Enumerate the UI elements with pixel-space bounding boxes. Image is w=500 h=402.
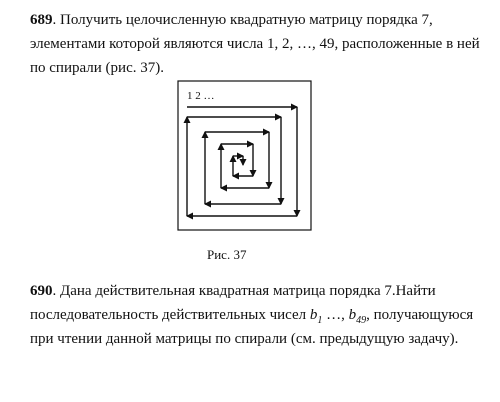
problem-690-text-2a: последовательность действительных чисел (30, 307, 310, 323)
problem-690-line-2 (30, 303, 482, 327)
b49-base: b (348, 307, 357, 323)
problem-690-text-1: . Дана действительная квадратная матрица порядка 7.Найти (52, 283, 436, 299)
problem-689-line-1 (30, 8, 482, 32)
problem-number-690: 690 (30, 283, 53, 299)
problem-690-line-3: при чтении данной матрицы по спирали (см. предыдущую задачу). (30, 331, 459, 347)
b49-subscript: 49 (356, 315, 367, 326)
spiral-arrows (187, 107, 297, 216)
problem-number-689: 689 (30, 12, 53, 28)
figure-caption: Рис. 37 (207, 247, 247, 262)
b1-subscript: 1 (317, 315, 323, 326)
problem-690-line-1 (30, 279, 482, 303)
problem-689-line-2: элементами которой являются числа 1, 2, …, 49, расположенные в ней (30, 36, 480, 52)
b1-base: b (309, 307, 318, 323)
problem-689-line-3: по спирали (рис. 37). (30, 60, 164, 76)
b1-symbol (309, 307, 323, 326)
figure-frame (178, 81, 311, 230)
figure-top-label: 1 2 … (187, 90, 215, 102)
problem-690 (30, 279, 482, 351)
problem-690-text-2b: …, (322, 307, 349, 323)
problem-690-text-2c: , получающуюся (366, 307, 474, 323)
problem-689-text-1: . Получить целочисленную квадратную матрицу порядка 7, (52, 12, 433, 28)
problem-689 (30, 8, 482, 80)
spiral-figure (177, 80, 313, 232)
b49-symbol (348, 307, 367, 326)
